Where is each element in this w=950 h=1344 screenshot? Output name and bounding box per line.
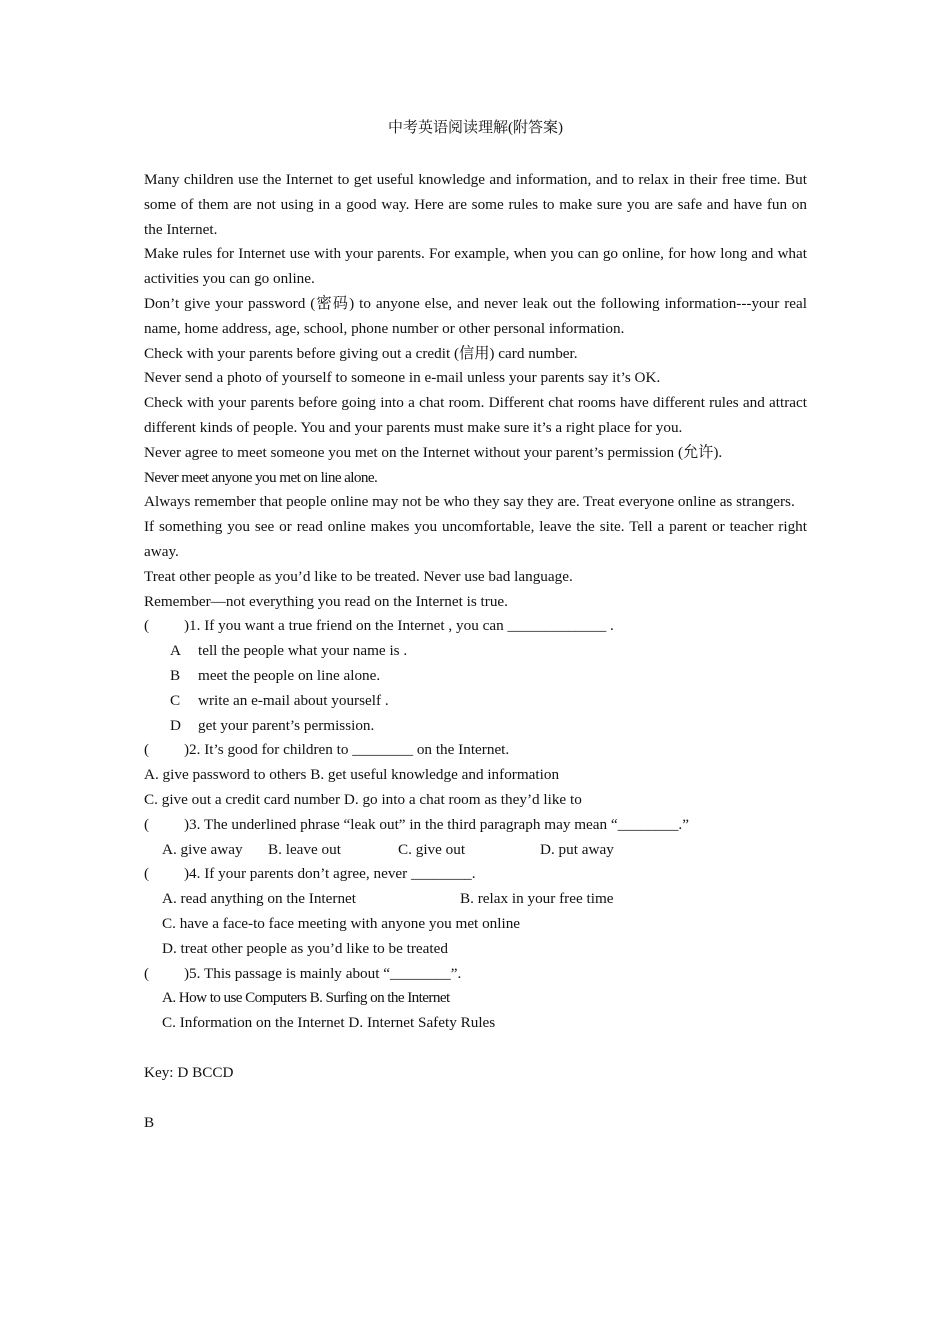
question-5-options-line-2: C. Information on the Internet D. Internet Safety Rules: [162, 1014, 496, 1032]
question-4-option-d: D. treat other people as you’d like to be treated: [162, 939, 448, 957]
question-2-options-line-2: C. give out a credit card number D. go into a chat room as they’d like to: [144, 790, 582, 808]
passage-paragraph: Never meet anyone you met on line alone.: [144, 468, 378, 486]
passage-paragraph: Check with your parents before going into a chat room. Different chat rooms have different rules and attract different kinds of people. You and your parents must make sure it’s a right place for you.: [144, 394, 807, 436]
passage-paragraph: Remember—not everything you read on the Internet is true.: [144, 592, 508, 610]
answer-paren: (: [144, 741, 150, 759]
question-stem: )2. It’s good for children to ________ on the Internet.: [184, 741, 510, 759]
passage-paragraph: Make rules for Internet use with your parents. For example, when you can go online, for how long and what activities you can go online.: [144, 245, 807, 288]
next-section-label: B: [144, 1113, 155, 1131]
question-1-option-c: C write an e-mail about yourself .: [170, 691, 389, 709]
document-title: 中考英语阅读理解(附答案): [388, 120, 563, 136]
passage-paragraph: Never agree to meet someone you met on the Internet without your parent’s permission (允许).: [144, 443, 723, 461]
answer-paren: (: [144, 815, 150, 833]
question-4: [144, 862, 807, 887]
answer-key: Key: D BCCD: [144, 1063, 234, 1081]
answer-paren: (: [144, 617, 150, 635]
question-1-option-b: B meet the people on line alone.: [170, 666, 381, 684]
question-2-options-line-1: A. give password to others B. get useful knowledge and information: [144, 766, 560, 784]
question-5: [144, 962, 807, 987]
question-1: [144, 614, 807, 639]
question-1-option-a: A tell the people what your name is .: [170, 642, 408, 660]
question-2: [144, 738, 807, 763]
passage-paragraph: Never send a photo of yourself to someone in e-mail unless your parents say it’s OK.: [144, 369, 661, 387]
document-body: [144, 168, 807, 1135]
question-3: [144, 813, 807, 838]
question-3-options: A. give away B. leave out C. give out D. put away: [162, 840, 614, 858]
answer-paren: (: [144, 865, 150, 883]
passage-paragraph: If something you see or read online makes you uncomfortable, leave the site. Tell a parent or teacher right away.: [144, 518, 807, 560]
passage-paragraph: Many children use the Internet to get useful knowledge and information, and to relax in their free time. But some of them are not using in a good way. Here are some rules to make sure you are safe and have fun on the Internet.: [144, 171, 807, 238]
question-stem: )4. If your parents don’t agree, never ________.: [184, 865, 476, 883]
question-stem: )5. This passage is mainly about “________”.: [184, 964, 462, 982]
passage-paragraph: Treat other people as you’d like to be treated. Never use bad language.: [144, 567, 573, 585]
question-5-options-line-1: A. How to use Computers B. Surfing on the Internet: [162, 989, 450, 1007]
answer-paren: (: [144, 964, 150, 982]
question-4-option-c: C. have a face-to face meeting with anyone you met online: [162, 914, 521, 932]
question-stem: )1. If you want a true friend on the Internet , you can _____________ .: [184, 617, 614, 635]
question-1-option-d: D get your parent’s permission.: [170, 716, 375, 734]
question-4-options-row-1: A. read anything on the Internet B. relax in your free time: [162, 890, 614, 908]
passage-paragraph: Don’t give your password (密码) to anyone else, and never leak out the following information---your real name, home address, age, school, phone number or other personal information.: [144, 294, 807, 337]
passage-paragraph: Always remember that people online may not be who they say they are. Treat everyone online as strangers.: [144, 493, 795, 511]
question-stem: )3. The underlined phrase “leak out” in the third paragraph may mean “________.”: [184, 815, 689, 833]
passage-paragraph: Check with your parents before giving out a credit (信用) card number.: [144, 344, 578, 362]
